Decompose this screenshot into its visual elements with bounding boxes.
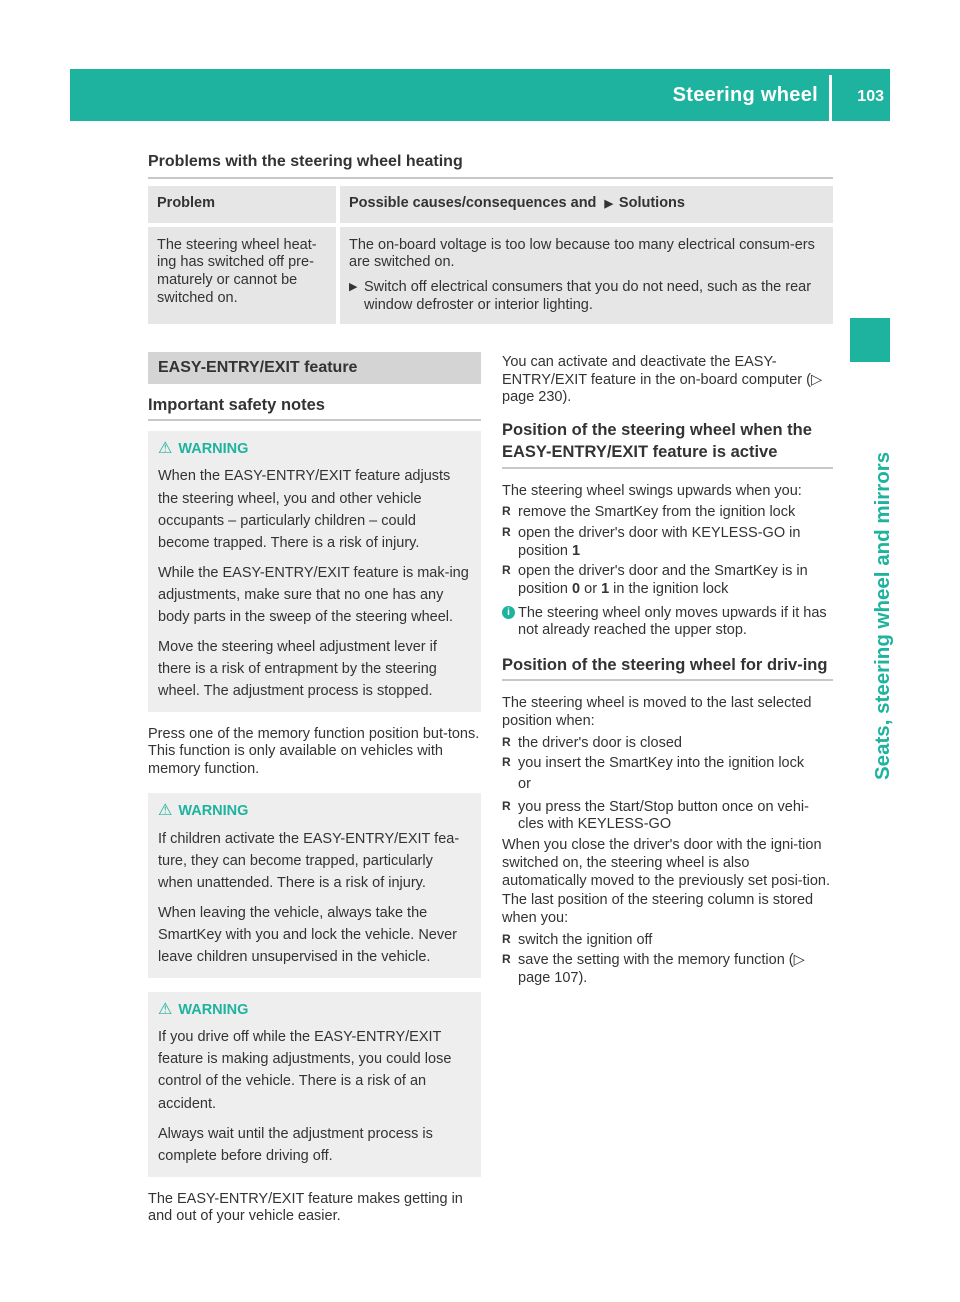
table-header-row <box>148 186 833 223</box>
warning-text: When leaving the vehicle, always take the SmartKey with you and lock the vehicle. Never leave children unsupervised in the vehicle. <box>158 904 457 965</box>
warning-icon: ⚠ <box>158 801 173 819</box>
warning-title: ⚠ WARNING <box>158 439 249 457</box>
subheading: Position of the steering wheel for driv-ing <box>502 656 828 675</box>
body-text: You can activate and deactivate the EASY-ENTRY/EXIT feature in the on-board computer (▷ page 230). <box>502 354 823 406</box>
heading-rule <box>148 177 833 179</box>
page-number: 103 <box>857 88 884 105</box>
solution-item <box>349 279 824 314</box>
body-text: When you close the driver's door with the igni-tion switched on, the steering wheel is also automatically moved to the previously set posi-tion. <box>502 837 831 889</box>
warning-icon: ⚠ <box>158 1000 173 1018</box>
table-row <box>148 227 833 325</box>
subheading: Position of the steering wheel when the EASY-ENTRY/EXIT feature is active <box>502 421 812 462</box>
or-text: or <box>518 776 531 793</box>
safety-heading: Important safety notes <box>148 395 325 414</box>
body-text: The steering wheel is moved to the last selected position when: <box>502 695 812 730</box>
section-bar: EASY-ENTRY/EXIT feature <box>148 352 481 384</box>
chapter-title: Seats, steering wheel and mirrors <box>871 451 894 780</box>
info-text: The steering wheel only moves upwards if it has not already reached the upper stop. <box>518 604 827 639</box>
heading-rule <box>148 419 481 421</box>
list-item: R the driver's door is closed <box>502 735 833 753</box>
cause-text: The on-board voltage is too low because too many electrical consum-ers are switched on. <box>349 236 815 271</box>
warning-text: Always wait until the adjustment process is complete before driving off. <box>158 1125 433 1164</box>
header-bar <box>70 69 890 121</box>
list-item: R open the driver's door with KEYLESS-GO in position 1 <box>502 525 833 560</box>
solution-arrow-icon: ▶ <box>604 198 613 210</box>
warning-box <box>148 431 481 712</box>
list-item: R save the setting with the memory function (▷ page 107). <box>502 952 833 987</box>
body-text: The EASY-ENTRY/EXIT feature makes getting in and out of your vehicle easier. <box>148 1190 463 1225</box>
warning-text: If you drive off while the EASY-ENTRY/EXIT feature is making adjustments, you could lose control of the vehicle. There is a risk of an accident. <box>158 1029 452 1112</box>
header-divider <box>829 75 832 121</box>
header-solutions-text: Solutions <box>618 195 685 211</box>
list-item: R you insert the SmartKey into the ignition lock <box>502 755 833 773</box>
bullet-list <box>502 932 833 988</box>
heading-rule <box>502 467 833 469</box>
header-causes <box>338 186 833 223</box>
header-problem: Problem <box>148 186 338 223</box>
warning-box <box>148 793 481 978</box>
bullet-list <box>502 504 833 598</box>
warning-text: While the EASY-ENTRY/EXIT feature is mak-ing adjustments, make sure that no one has any body parts in the sweep of the steering wheel. <box>158 564 469 625</box>
body-text: The steering wheel swings upwards when you: <box>502 482 802 499</box>
info-note <box>502 605 833 640</box>
solution-arrow-icon: ▶ <box>349 281 358 294</box>
list-item: R you press the Start/Stop button once on vehi-cles with KEYLESS-GO <box>502 799 833 834</box>
solution-text: Switch off electrical consumers that you do not need, such as the rear window defroster or interior lighting. <box>364 279 812 313</box>
right-column <box>502 354 833 991</box>
list-item: R switch the ignition off <box>502 932 833 950</box>
warning-text: When the EASY-ENTRY/EXIT feature adjusts the steering wheel, you and other vehicle occupants – particularly children – could become trapped. There is a risk of injury. <box>158 468 451 551</box>
bullet-list <box>502 799 833 834</box>
body-text: The last position of the steering column is stored when you: <box>502 892 814 926</box>
cause-cell <box>338 227 833 325</box>
body-text: Press one of the memory function position but-tons. This function is only available on vehicles with memory function. <box>148 725 480 778</box>
warning-icon: ⚠ <box>158 439 173 457</box>
warning-title: ⚠ WARNING <box>158 1000 249 1018</box>
warning-box <box>148 992 481 1177</box>
header-causes-text: Possible causes/consequences and <box>349 195 597 211</box>
problems-table <box>148 186 833 324</box>
warning-title: ⚠ WARNING <box>158 801 249 819</box>
warning-text: If children activate the EASY-ENTRY/EXIT fea-ture, they can become trapped, particularly when unattended. There is a risk of injury. <box>158 830 460 891</box>
list-item: R remove the SmartKey from the ignition lock <box>502 504 833 522</box>
chapter-tab <box>850 318 890 362</box>
problem-cell: The steering wheel heat-ing has switched off pre-maturely or cannot be switched on. <box>148 227 338 325</box>
info-icon: i <box>502 606 515 619</box>
bullet-list <box>502 735 833 773</box>
heading-rule <box>502 679 833 681</box>
left-column <box>148 352 481 1226</box>
list-item: R open the driver's door and the SmartKey is in position 0 or 1 in the ignition lock <box>502 563 833 598</box>
warning-text: Move the steering wheel adjustment lever if there is a risk of entrapment by the steering wheel. The adjustment process is stopped. <box>158 638 437 699</box>
section-title: Steering wheel <box>672 84 818 106</box>
problems-heading: Problems with the steering wheel heating <box>148 153 463 170</box>
